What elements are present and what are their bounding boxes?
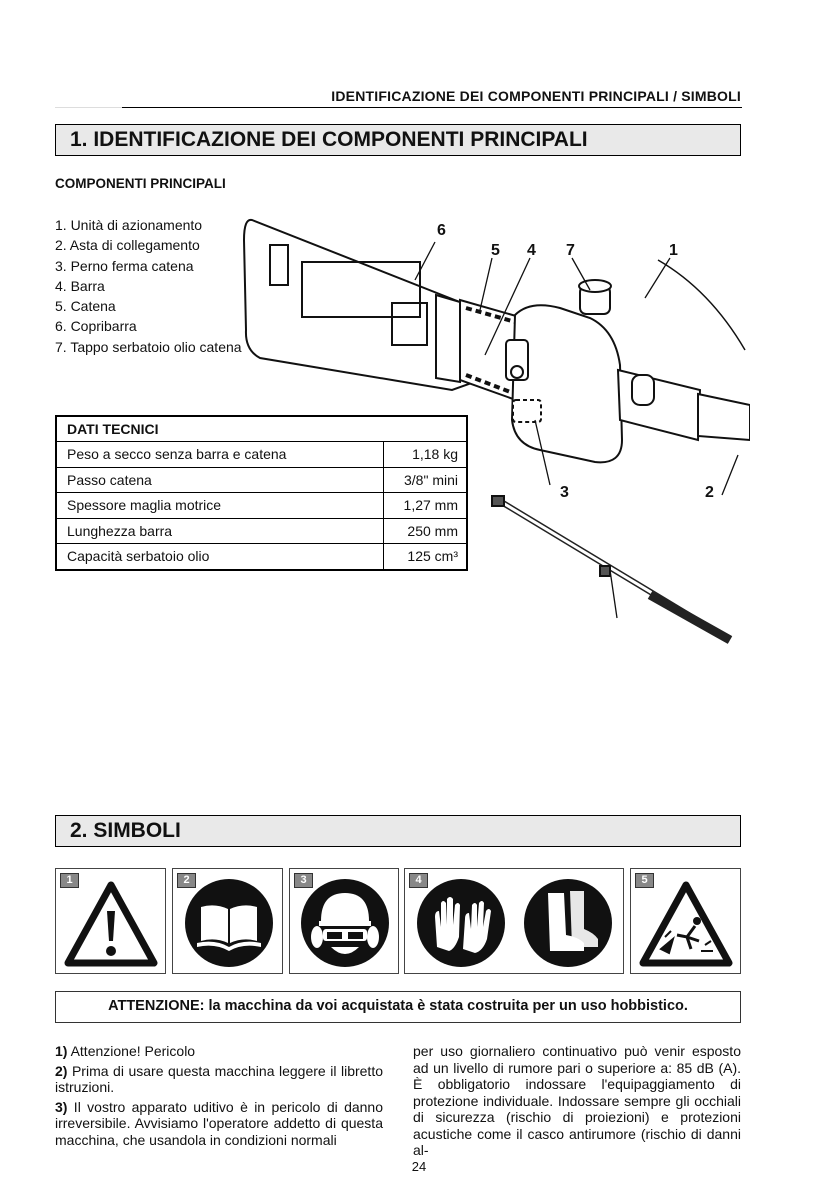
page-number: 24 bbox=[411, 1159, 427, 1174]
symbol-note bbox=[55, 1063, 383, 1096]
table-row bbox=[56, 467, 467, 493]
tech-table-title: DATI TECNICI bbox=[56, 416, 467, 442]
bar-cover-drawing bbox=[244, 220, 480, 390]
table-row bbox=[56, 442, 467, 468]
extension-pole-drawing bbox=[492, 496, 730, 640]
symbol-warning bbox=[55, 868, 166, 974]
symbol-read-manual bbox=[172, 868, 283, 974]
table-row bbox=[56, 518, 467, 544]
components-subheading: COMPONENTI PRINCIPALI bbox=[55, 176, 226, 191]
note-text: Attenzione! Pericolo bbox=[67, 1043, 196, 1059]
tech-data-table bbox=[55, 415, 468, 571]
table-row bbox=[56, 544, 467, 570]
list-item: 3. Perno ferma catena bbox=[55, 257, 194, 274]
symbol-number: 3 bbox=[294, 873, 313, 888]
gloves-icon bbox=[415, 877, 507, 969]
tech-value: 125 cm³ bbox=[384, 544, 468, 570]
drive-unit-drawing bbox=[506, 280, 700, 462]
tech-value: 3/8" mini bbox=[384, 467, 468, 493]
callout-7: 7 bbox=[566, 242, 575, 259]
list-item: 2. Asta di collegamento bbox=[55, 237, 200, 254]
running-header: IDENTIFICAZIONE DEI COMPONENTI PRINCIPALI / SIMBOLI bbox=[331, 88, 741, 104]
callout-2: 2 bbox=[705, 484, 714, 501]
list-item: 5. Catena bbox=[55, 298, 116, 315]
callout-3: 3 bbox=[560, 484, 569, 501]
section-1-title: 1. IDENTIFICAZIONE DEI COMPONENTI PRINCIPALI bbox=[55, 124, 741, 156]
callout-6: 6 bbox=[437, 222, 446, 239]
tech-value: 1,18 kg bbox=[384, 442, 468, 468]
header-rule-light bbox=[55, 107, 122, 108]
symbol-number: 2 bbox=[177, 873, 196, 888]
symbol-gloves-boots bbox=[404, 868, 624, 974]
symbol-projectile-hazard bbox=[630, 868, 741, 974]
warning-triangle-icon bbox=[64, 879, 159, 967]
tech-value: 250 mm bbox=[384, 518, 468, 544]
book-icon bbox=[183, 877, 275, 969]
symbol-note bbox=[55, 1043, 383, 1060]
callout-4: 4 bbox=[527, 242, 536, 259]
tech-label: Spessore maglia motrice bbox=[56, 493, 384, 519]
table-row bbox=[56, 493, 467, 519]
note-text: Il vostro apparato uditivo è in pericolo di danno irreversibile. Avvisiamo l'operatore addetto di questa macchina, che usandola in condizioni normali bbox=[55, 1098, 383, 1148]
attention-banner bbox=[55, 991, 741, 1023]
callout-5: 5 bbox=[491, 242, 500, 259]
list-item: 4. Barra bbox=[55, 277, 105, 294]
symbol-head-protection bbox=[289, 868, 399, 974]
boots-icon bbox=[522, 877, 614, 969]
list-item: 1. Unità di azionamento bbox=[55, 217, 203, 233]
list-item: 6. Copribarra bbox=[55, 318, 137, 335]
left-column bbox=[55, 1043, 383, 1151]
list-item: 7. Tappo serbatoio olio catena bbox=[55, 338, 242, 355]
tech-label: Capacità serbatoio olio bbox=[56, 544, 384, 570]
tech-label: Passo catena bbox=[56, 467, 384, 493]
symbol-number: 1 bbox=[60, 873, 79, 888]
thrown-objects-warning-icon bbox=[639, 879, 734, 967]
header-rule bbox=[122, 107, 742, 108]
symbol-number: 4 bbox=[409, 873, 428, 888]
section-2-title: 2. SIMBOLI bbox=[55, 815, 741, 847]
tech-label: Peso a secco senza barra e catena bbox=[56, 442, 384, 468]
attention-text: la macchina da voi acquistata è stata costruita per un uso hobbistico. bbox=[204, 998, 688, 1014]
tech-label: Lunghezza barra bbox=[56, 518, 384, 544]
symbol-note bbox=[55, 1099, 383, 1149]
symbol-note-continued: per uso giornaliero continuativo può venir esposto ad un livello di rumore pari o superiore a: 85 dB (A). È obbligatorio indossare l'equipaggiamento di protezione individuale. Indossare sempre gli occhiali di sicurezza (rischio di proiezioni) e protezioni acustiche come il casco antirumore (rischio di danni al- bbox=[413, 1043, 741, 1158]
note-text: Prima di usare questa macchina leggere il libretto istruzioni. bbox=[55, 1062, 383, 1095]
callout-1: 1 bbox=[669, 242, 678, 259]
note-number: 2) bbox=[55, 1062, 68, 1079]
right-column bbox=[413, 1043, 741, 1162]
component-list bbox=[55, 215, 242, 357]
symbol-number: 5 bbox=[635, 873, 654, 888]
note-number: 1) bbox=[55, 1043, 68, 1059]
helmet-goggles-earmuffs-icon bbox=[299, 877, 391, 969]
tech-value: 1,27 mm bbox=[384, 493, 468, 519]
attention-label: ATTENZIONE: bbox=[108, 998, 205, 1014]
note-number: 3) bbox=[55, 1098, 68, 1115]
